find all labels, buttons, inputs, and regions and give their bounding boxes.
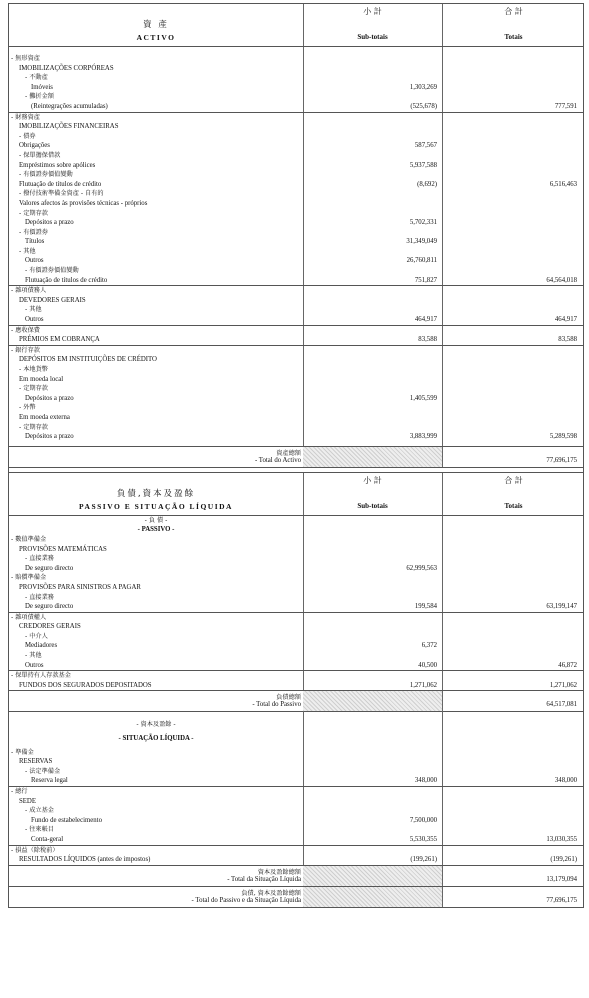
table-row bbox=[9, 573, 583, 583]
subtotal-value: 7,500,000 bbox=[409, 816, 437, 824]
row-label: - 賠償準備金 bbox=[11, 574, 47, 582]
total-value: 464,917 bbox=[554, 316, 577, 324]
assets-title-zh: 資 產 bbox=[143, 20, 169, 30]
row-label: - 其他 bbox=[25, 652, 42, 660]
row-label: Em moeda externa bbox=[19, 413, 70, 421]
row-label: - 不動產 bbox=[25, 74, 48, 82]
subtotals-header-pt: Sub-totais bbox=[357, 33, 388, 41]
assets-section bbox=[8, 3, 584, 467]
row-label: - 有價證券 bbox=[19, 228, 48, 236]
subtotal-value: 5,530,355 bbox=[409, 835, 437, 843]
total-value: 77,696,175 bbox=[546, 456, 577, 464]
table-row bbox=[9, 855, 583, 865]
liabilities-total-row bbox=[9, 690, 583, 711]
assets-title-pt: ACTIVO bbox=[136, 33, 176, 42]
table-row bbox=[9, 641, 583, 651]
table-row bbox=[9, 403, 583, 413]
totals-header-pt: Totais bbox=[504, 501, 523, 510]
row-label: Depósitos a prazo bbox=[25, 433, 74, 441]
row-label: Empréstimos sobre apólices bbox=[19, 161, 96, 169]
table-row bbox=[9, 228, 583, 238]
liabilities-header bbox=[9, 473, 583, 516]
totals-header-zh: 合 計 bbox=[504, 7, 523, 16]
row-label: - 撥付技術準備金資產 - 自有的 bbox=[19, 190, 104, 198]
table-row bbox=[9, 365, 583, 375]
subtotal-value: 5,937,588 bbox=[409, 161, 437, 169]
total-value: 46,872 bbox=[558, 661, 577, 669]
equity-heading-zh: - 資本及盈餘 - bbox=[136, 721, 176, 729]
table-row bbox=[9, 325, 583, 336]
subtotal-value: 1,405,599 bbox=[409, 394, 437, 402]
shaded-cell bbox=[303, 691, 442, 711]
row-label: Imóveis bbox=[31, 83, 53, 91]
row-label: PROVISÕES MATEMÁTICAS bbox=[19, 545, 107, 553]
equity-rows bbox=[9, 748, 583, 865]
table-row bbox=[9, 345, 583, 356]
subtotal-value: (8,692) bbox=[417, 180, 437, 188]
table-row bbox=[9, 237, 583, 247]
equity-total-row bbox=[9, 865, 583, 886]
table-row bbox=[9, 355, 583, 365]
subtotal-value: 6,372 bbox=[421, 642, 437, 650]
total-label-zh: 負債總額 bbox=[276, 694, 301, 702]
table-row bbox=[9, 767, 583, 777]
table-row bbox=[9, 748, 583, 758]
row-label: Mediadores bbox=[25, 642, 58, 650]
row-label: - 外幣 bbox=[19, 404, 36, 412]
row-label: DEVEDORES GERAIS bbox=[19, 296, 86, 304]
table-row bbox=[9, 132, 583, 142]
table-row bbox=[9, 602, 583, 612]
table-row bbox=[9, 102, 583, 112]
row-label: - 無形資產 bbox=[11, 55, 40, 62]
row-label: - 數值準備金 bbox=[11, 535, 47, 543]
liabilities-title-pt: PASSIVO E SITUAÇÃO LÍQUIDA bbox=[79, 501, 233, 511]
row-label: Outros bbox=[25, 257, 44, 265]
total-value: 83,588 bbox=[558, 336, 577, 344]
table-row bbox=[9, 806, 583, 816]
row-label: RESERVAS bbox=[19, 758, 53, 766]
assets-total-row bbox=[9, 446, 583, 467]
row-label: - 債券 bbox=[19, 132, 36, 140]
table-row bbox=[9, 797, 583, 807]
total-value: 13,179,094 bbox=[546, 875, 577, 883]
total-value: 63,199,147 bbox=[546, 603, 577, 611]
shaded-cell bbox=[303, 866, 442, 886]
row-label: Reserva legal bbox=[31, 777, 68, 785]
total-label-zh: 負債, 資本及盈餘總額 bbox=[241, 889, 301, 897]
row-label: PROVISÕES PARA SINISTROS A PAGAR bbox=[19, 583, 141, 591]
subtotal-value: 62,999,563 bbox=[406, 564, 437, 572]
row-label: - 保單擔保借款 bbox=[19, 151, 61, 159]
row-label: - 準備金 bbox=[11, 748, 34, 756]
row-label: - 法定準備金 bbox=[25, 767, 61, 775]
liabilities-title-zh: 負債,資本及盈餘 bbox=[116, 488, 196, 499]
total-value: 6,516,463 bbox=[549, 180, 577, 188]
table-row bbox=[9, 305, 583, 315]
row-label: Flutuação de títulos de crédito bbox=[19, 180, 102, 188]
table-row bbox=[9, 54, 583, 64]
row-label: Obrigações bbox=[19, 142, 50, 150]
table-row bbox=[9, 835, 583, 845]
table-row bbox=[9, 632, 583, 642]
table-row bbox=[9, 413, 583, 423]
total-label-pt: - Total do Passivo e da Situação Líquida bbox=[191, 896, 301, 904]
subtotal-value: (199,261) bbox=[410, 856, 437, 864]
total-label-pt: - Total do Passivo bbox=[252, 701, 301, 709]
table-row bbox=[9, 256, 583, 266]
subtotals-header-pt: Sub-totais bbox=[357, 501, 388, 510]
table-row bbox=[9, 112, 583, 123]
subtotal-value: 1,271,062 bbox=[409, 681, 437, 689]
table-row bbox=[9, 535, 583, 545]
table-row bbox=[9, 612, 583, 623]
liabilities-section bbox=[8, 472, 584, 908]
row-label: - 有價證券價值變動 bbox=[19, 171, 73, 179]
table-row bbox=[9, 670, 583, 681]
table-row bbox=[9, 315, 583, 325]
passivo-heading-pt: - PASSIVO - bbox=[137, 526, 175, 534]
subtotal-value: 199,584 bbox=[414, 603, 437, 611]
table-row bbox=[9, 296, 583, 306]
row-label: CREDORES GERAIS bbox=[19, 623, 81, 631]
table-row bbox=[9, 247, 583, 257]
table-row bbox=[9, 545, 583, 555]
table-row bbox=[9, 83, 583, 93]
subtotal-value: 31,349,049 bbox=[406, 238, 437, 246]
shaded-cell bbox=[303, 887, 442, 907]
row-label: - 定期存款 bbox=[19, 385, 48, 393]
table-row bbox=[9, 122, 583, 132]
total-label-pt: - Total da Situação Líquida bbox=[227, 875, 301, 883]
total-label-zh: 資產總額 bbox=[276, 449, 301, 457]
row-label: Outros bbox=[25, 316, 44, 324]
row-label: Títulos bbox=[25, 238, 45, 246]
table-row bbox=[9, 170, 583, 180]
subtotal-value: 5,702,331 bbox=[409, 219, 437, 227]
table-row bbox=[9, 189, 583, 199]
row-label: - 中介人 bbox=[25, 632, 48, 640]
row-label: Flutuação de títulos de crédito bbox=[25, 276, 108, 284]
table-row bbox=[9, 825, 583, 835]
subtotal-value: 464,917 bbox=[414, 316, 437, 324]
row-label: - 本地貨幣 bbox=[19, 366, 48, 373]
row-label: - 定期存款 bbox=[19, 423, 48, 431]
row-label: Em moeda local bbox=[19, 375, 64, 383]
subtotals-header-zh: 小 計 bbox=[363, 7, 382, 16]
table-row bbox=[9, 335, 583, 345]
table-row bbox=[9, 161, 583, 171]
row-label: DEPÓSITOS EM INSTITUIÇÕES DE CRÉDITO bbox=[19, 356, 157, 364]
subtotal-value: 751,827 bbox=[414, 276, 437, 284]
totals-header-pt: Totais bbox=[504, 33, 523, 41]
total-value: 64,517,081 bbox=[546, 701, 577, 709]
table-row bbox=[9, 564, 583, 574]
row-label: De seguro directo bbox=[25, 603, 74, 611]
table-row bbox=[9, 651, 583, 661]
table-row bbox=[9, 681, 583, 691]
table-row bbox=[9, 776, 583, 786]
row-label: Depósitos a prazo bbox=[25, 394, 74, 402]
row-label: Outros bbox=[25, 661, 44, 669]
grand-total-row bbox=[9, 886, 583, 907]
total-value: 1,271,062 bbox=[549, 681, 577, 689]
row-label: - 成立基金 bbox=[25, 807, 54, 815]
row-label: - 往來帳目 bbox=[25, 826, 54, 834]
total-value: (199,261) bbox=[550, 856, 577, 864]
table-row bbox=[9, 816, 583, 826]
table-row bbox=[9, 554, 583, 564]
subtotal-value: 26,760,811 bbox=[406, 257, 437, 265]
row-label: SEDE bbox=[19, 797, 36, 805]
total-value: 348,000 bbox=[554, 777, 577, 785]
table-row bbox=[9, 432, 583, 442]
row-label: - 其他 bbox=[25, 306, 42, 314]
table-row bbox=[9, 141, 583, 151]
subtotal-value: 1,303,269 bbox=[409, 83, 437, 91]
subtotal-value: 40,500 bbox=[418, 661, 437, 669]
table-row bbox=[9, 285, 583, 296]
assets-rows bbox=[9, 54, 583, 442]
total-value: 77,696,175 bbox=[546, 896, 577, 904]
table-row bbox=[9, 593, 583, 603]
row-label: - 其他 bbox=[19, 247, 36, 255]
liabilities-rows bbox=[9, 535, 583, 691]
table-row bbox=[9, 266, 583, 276]
table-row bbox=[9, 73, 583, 83]
table-row bbox=[9, 423, 583, 433]
table-row bbox=[9, 394, 583, 404]
table-row bbox=[9, 786, 583, 797]
assets-header bbox=[9, 4, 583, 47]
row-label: - 總行 bbox=[11, 788, 28, 795]
row-label: - 雜項債務人 bbox=[11, 287, 47, 295]
row-label: - 應收保費 bbox=[11, 326, 40, 334]
equity-heading-pt: - SITUAÇÃO LÍQUIDA - bbox=[118, 735, 194, 743]
row-label: - 損益（除稅前） bbox=[11, 846, 59, 854]
totals-header-zh: 合 計 bbox=[504, 475, 523, 485]
row-label: - 銀行存款 bbox=[11, 346, 40, 354]
table-row bbox=[9, 276, 583, 286]
total-value: 777,591 bbox=[554, 102, 577, 110]
table-row bbox=[9, 218, 583, 228]
row-label: - 直接業務 bbox=[25, 555, 54, 563]
row-label: - 直接業務 bbox=[25, 593, 54, 601]
row-label: - 定期存款 bbox=[19, 209, 48, 217]
table-row bbox=[9, 583, 583, 593]
row-label: Valores afectos às provisões técnicas - próprios bbox=[19, 199, 148, 207]
table-row bbox=[9, 209, 583, 219]
table-row bbox=[9, 622, 583, 632]
row-label: (Reintegrações acumuladas) bbox=[31, 102, 108, 110]
table-row bbox=[9, 845, 583, 856]
table-row bbox=[9, 661, 583, 671]
row-label: - 財務資產 bbox=[11, 113, 40, 121]
row-label: FUNDOS DOS SEGURADOS DEPOSITADOS bbox=[19, 681, 152, 689]
total-label-zh: 資本及盈餘總額 bbox=[257, 868, 301, 876]
table-row bbox=[9, 64, 583, 74]
total-label-pt: - Total do Activo bbox=[254, 456, 301, 464]
total-value: 5,289,598 bbox=[549, 433, 577, 441]
subtotal-value: 587,567 bbox=[414, 142, 437, 150]
row-label: Fundo de estabelecimento bbox=[31, 816, 102, 824]
table-row bbox=[9, 757, 583, 767]
balance-sheet bbox=[8, 3, 584, 995]
row-label: - 攤折金額 bbox=[25, 93, 54, 101]
subtotal-value: 83,588 bbox=[418, 336, 437, 344]
passivo-heading-zh: - 負 債 - bbox=[144, 516, 168, 524]
shaded-cell bbox=[303, 447, 442, 467]
subtotal-value: (525,678) bbox=[410, 102, 437, 110]
table-row bbox=[9, 92, 583, 102]
subtotal-value: 3,883,999 bbox=[409, 433, 437, 441]
row-label: - 有價證券價值變動 bbox=[25, 267, 79, 275]
row-label: Depósitos a prazo bbox=[25, 219, 74, 227]
row-label: RESULTADOS LÍQUIDOS (antes de impostos) bbox=[19, 856, 151, 864]
table-row bbox=[9, 384, 583, 394]
table-row bbox=[9, 199, 583, 209]
subtotals-header-zh: 小 計 bbox=[363, 475, 382, 485]
total-value: 64,564,018 bbox=[546, 276, 577, 284]
table-row bbox=[9, 151, 583, 161]
total-value: 13,030,355 bbox=[546, 835, 577, 843]
row-label: De seguro directo bbox=[25, 564, 74, 572]
row-label: - 雜項債權人 bbox=[11, 613, 47, 621]
table-row bbox=[9, 375, 583, 385]
row-label: IMOBILIZAÇÕES CORPÓREAS bbox=[19, 64, 114, 72]
table-row bbox=[9, 180, 583, 190]
row-label: - 保單持有人存款基金 bbox=[11, 672, 71, 680]
subtotal-value: 348,000 bbox=[414, 777, 437, 785]
row-label: IMOBILIZAÇÕES FINANCEIRAS bbox=[19, 123, 119, 131]
row-label: PRÉMIOS EM COBRANÇA bbox=[19, 336, 100, 344]
row-label: Conta-geral bbox=[31, 835, 64, 843]
